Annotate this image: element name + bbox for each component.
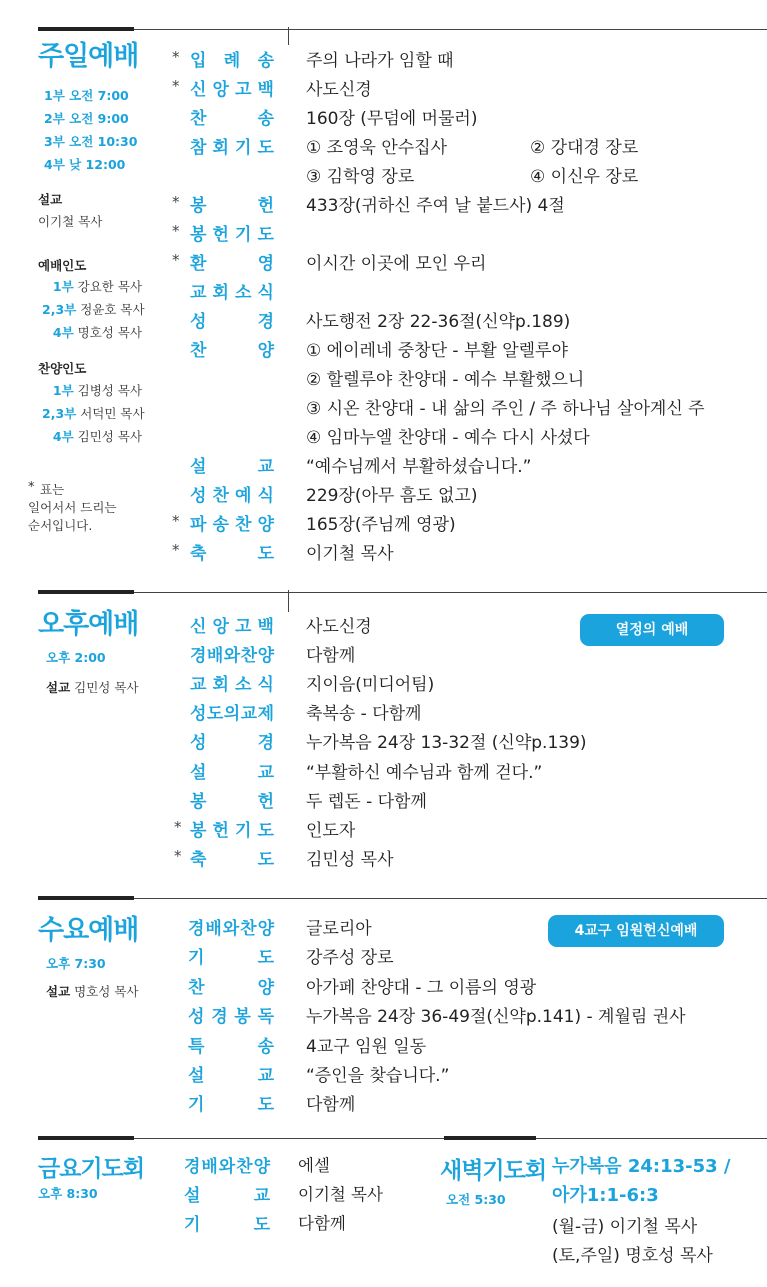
order-label-char: 봉 — [190, 820, 207, 841]
order-label-char: 교 — [257, 457, 274, 477]
order-content: ③ 시온 찬양대 - 내 삶의 주인 / 주 하나님 살아계신 주 — [306, 399, 705, 419]
order-label-char: 식 — [257, 486, 274, 506]
section-bar — [444, 1136, 536, 1140]
order-label-char: 성 — [190, 733, 207, 754]
side-part: 1부 — [52, 383, 74, 398]
order-label-char: 경 — [257, 312, 274, 332]
order-label-char: 교 — [257, 762, 274, 783]
wednesday-sermon — [46, 982, 139, 1000]
side-person — [42, 427, 142, 445]
section-bar — [38, 896, 134, 900]
order-label-char: 참 — [190, 138, 207, 158]
order-label-char: 앙 — [212, 80, 229, 100]
order-label-char: 도 — [257, 544, 274, 564]
order-content: 160장 (무덤에 머물러) — [306, 109, 478, 129]
wednesday-badge: 4교구 임원헌신예배 — [548, 915, 724, 947]
order-label — [188, 1032, 274, 1057]
order-label-char: 축 — [190, 849, 207, 870]
order-label-char: 양 — [257, 919, 274, 939]
side-part: 2,3부 — [42, 302, 77, 317]
order-label-char: 회 — [212, 138, 229, 158]
order-label — [188, 914, 274, 939]
order-label-char: 교 — [190, 283, 207, 303]
afternoon-sermon-name: 김민성 목사 — [74, 680, 139, 695]
order-label-char: 경 — [211, 1007, 228, 1028]
afternoon-badge: 열정의 예배 — [580, 614, 724, 646]
order-label-char: 축 — [190, 544, 207, 564]
stand-star: * — [174, 846, 182, 865]
service-time: 1부 오전 7:00 — [44, 88, 129, 103]
stand-star: * — [172, 512, 180, 530]
order-label-char: 신 — [190, 80, 207, 100]
stand-star: * — [174, 817, 182, 836]
order-label-char: 성 — [190, 704, 207, 725]
order-label-char: 설 — [184, 1186, 201, 1206]
order-label-char: 찬 — [190, 109, 207, 129]
order-label — [190, 75, 274, 100]
order-content: 다함께 — [298, 1214, 346, 1233]
order-label-char: 기 — [235, 138, 252, 158]
order-label-char: 백 — [257, 80, 274, 100]
section-rule — [134, 898, 767, 899]
order-label-char: 예 — [235, 486, 252, 506]
order-label-char: 도 — [257, 948, 274, 969]
order-label-char: 도 — [257, 820, 274, 841]
order-label-char: 양 — [257, 646, 274, 667]
order-content: ③ 김학영 장로 — [306, 167, 415, 187]
dawn-time: 오전 5:30 — [446, 1192, 506, 1207]
side-person — [42, 323, 142, 341]
section-bar — [38, 1136, 134, 1140]
order-label — [188, 1090, 274, 1115]
side-name: 강요한 목사 — [73, 279, 142, 294]
order-content: ② 할렐루야 찬양대 - 예수 부활했으니 — [306, 370, 585, 390]
order-content: 이기철 목사 — [298, 1185, 383, 1204]
order-label-char: 배 — [206, 646, 224, 667]
order-label-char: 설 — [190, 457, 207, 477]
order-content: 433장(귀하신 주여 날 붙드사) 4절 — [306, 196, 565, 216]
section-tick — [288, 27, 289, 45]
order-label — [190, 104, 274, 129]
order-label-char: 찬 — [240, 919, 257, 939]
order-label — [190, 641, 274, 666]
order-label — [190, 452, 274, 477]
note-star: * — [28, 480, 35, 495]
section-tick — [288, 590, 289, 612]
dawn-leader: (월-금) 이기철 목사 — [552, 1217, 698, 1237]
order-label-char: 경 — [257, 733, 274, 754]
afternoon-sermon-label: 설교 — [46, 680, 71, 695]
stand-star: * — [172, 48, 180, 66]
order-label-char: 송 — [257, 51, 274, 71]
order-label-char: 양 — [253, 1157, 270, 1177]
order-content: 사도신경 — [306, 80, 372, 100]
side-name: 김민성 목사 — [73, 429, 142, 444]
service-time: 3부 오전 10:30 — [44, 134, 138, 149]
order-label-char: 례 — [223, 51, 241, 71]
order-label-char: 소 — [235, 675, 252, 696]
stand-star: * — [172, 77, 180, 95]
order-label-char: 환 — [190, 254, 207, 274]
order-label — [190, 307, 274, 332]
order-label-char: 송 — [257, 1036, 274, 1057]
order-content: ④ 임마누엘 찬양대 - 예수 다시 사셨다 — [306, 428, 590, 448]
order-label — [190, 816, 274, 841]
order-content: ① 조영욱 안수집사 — [306, 138, 448, 158]
side-name: 정윤호 목사 — [76, 302, 145, 317]
order-content: 4교구 임원 일동 — [306, 1036, 427, 1057]
service-time: 2부 오전 9:00 — [44, 111, 129, 126]
order-label-char: 찬 — [212, 486, 229, 506]
stand-star: * — [172, 193, 180, 211]
order-content: 다함께 — [306, 1095, 356, 1116]
order-label-char: 봉 — [190, 196, 207, 216]
side-part: 2,3부 — [42, 406, 77, 421]
order-label — [190, 46, 274, 71]
order-content: 강주성 장로 — [306, 948, 394, 969]
sunday-praise-label: 찬양인도 — [38, 361, 87, 376]
order-label-char: 성 — [190, 312, 207, 332]
section-bar — [38, 590, 134, 594]
side-part: 4부 — [52, 429, 74, 444]
order-label-char: 기 — [188, 948, 205, 969]
sunday-sermon-label: 설교 — [38, 192, 63, 207]
order-label-char: 송 — [257, 109, 274, 129]
order-label-char: 와 — [223, 646, 241, 667]
sunday-sermon-name: 이기철 목사 — [38, 214, 103, 229]
order-label-char: 교 — [240, 704, 258, 725]
wednesday-sermon-name: 명호성 목사 — [74, 984, 139, 999]
order-label — [190, 336, 274, 361]
order-label-char: 찬 — [240, 646, 258, 667]
order-content: 누가복음 24장 13-32절 (신약p.139) — [306, 733, 587, 754]
order-label-char: 양 — [257, 515, 274, 535]
order-label-char: 봉 — [234, 1007, 251, 1028]
order-label-char: 배 — [201, 1157, 218, 1177]
order-label-char: 와 — [218, 1157, 236, 1177]
order-label-char: 배 — [205, 919, 222, 939]
order-label-char: 도 — [257, 225, 274, 245]
order-label-char: 설 — [188, 1066, 205, 1086]
order-label-char: 도 — [253, 1215, 270, 1235]
order-content: 두 렙돈 - 다함께 — [306, 791, 427, 812]
order-label-char: 도 — [257, 1095, 274, 1116]
order-label — [190, 758, 274, 783]
order-label-char: 고 — [235, 617, 252, 637]
section-rule — [134, 29, 767, 30]
order-label-char: 기 — [235, 820, 252, 841]
wednesday-title: 수요예배 — [38, 915, 139, 946]
order-label-char: 고 — [235, 80, 252, 100]
order-label — [190, 787, 274, 812]
order-label-char: 찬 — [188, 977, 205, 998]
section-bar — [38, 27, 134, 31]
order-label — [190, 220, 274, 245]
order-content: 에셀 — [298, 1156, 330, 1175]
order-label-char: 설 — [190, 762, 207, 783]
order-label-char: 양 — [257, 341, 274, 361]
order-label-char: 봉 — [190, 225, 207, 245]
order-label — [184, 1210, 270, 1235]
order-label-char: 찬 — [236, 1157, 253, 1177]
order-content: ④ 이신우 장로 — [530, 167, 639, 187]
order-label — [190, 728, 274, 753]
friday-title: 금요기도회 — [38, 1156, 145, 1182]
sunday-title: 주일예배 — [38, 41, 139, 72]
dawn-scripture: 아가1:1-6:3 — [552, 1185, 659, 1206]
order-label-char: 식 — [257, 283, 274, 303]
order-label — [188, 1002, 274, 1027]
side-part: 1부 — [52, 279, 74, 294]
side-person — [42, 404, 145, 422]
order-label — [190, 278, 274, 303]
order-content: 누가복음 24장 36-49절(신약p.141) - 계월림 권사 — [306, 1007, 686, 1028]
order-content: 사도행전 2장 22-36절(신약p.189) — [306, 312, 571, 332]
section-rule — [536, 1138, 767, 1139]
section-rule — [134, 1138, 444, 1139]
order-label — [184, 1152, 270, 1177]
order-content: 주의 나라가 임할 때 — [306, 51, 454, 71]
order-label-char: 송 — [212, 515, 229, 535]
order-label-char: 특 — [188, 1036, 205, 1057]
order-content: 인도자 — [306, 820, 356, 841]
side-person — [42, 381, 142, 399]
order-label-char: 식 — [257, 675, 274, 696]
stand-star: * — [172, 541, 180, 559]
order-label — [190, 539, 274, 564]
wednesday-time: 오후 7:30 — [46, 956, 106, 971]
order-content: ② 강대경 장로 — [530, 138, 639, 158]
order-label-char: 의 — [223, 704, 241, 725]
afternoon-time: 오후 2:00 — [46, 650, 106, 665]
wednesday-sermon-label: 설교 — [46, 984, 71, 999]
order-label-char: 성 — [188, 1007, 205, 1028]
dawn-scripture: 누가복음 24:13-53 / — [552, 1156, 731, 1177]
order-label-char: 경 — [190, 646, 207, 667]
side-person — [42, 277, 142, 295]
side-name: 명호성 목사 — [73, 325, 142, 340]
order-content: 이시간 이곳에 모인 우리 — [306, 254, 487, 274]
order-content: 165장(주님께 영광) — [306, 515, 456, 535]
order-label-char: 소 — [235, 283, 252, 303]
stand-star: * — [172, 222, 180, 240]
order-label-char: 영 — [257, 254, 274, 274]
order-content: “예수님께서 부활하셨습니다.” — [306, 457, 532, 477]
sunday-leader-label: 예배인도 — [38, 258, 87, 273]
order-label-char: 도 — [206, 704, 224, 725]
order-label-char: 독 — [257, 1007, 274, 1028]
stand-star: * — [172, 251, 180, 269]
order-content: ① 에이레네 중창단 - 부활 알렐루야 — [306, 341, 568, 361]
order-content: 이기철 목사 — [306, 544, 394, 564]
order-label-char: 신 — [190, 617, 207, 637]
order-label-char: 헌 — [257, 791, 274, 812]
order-content: 지이음(미디어팀) — [306, 675, 435, 696]
afternoon-title: 오후예배 — [38, 609, 139, 640]
order-label-char: 기 — [184, 1215, 201, 1235]
note-line: 표는 — [40, 482, 65, 497]
order-label-char: 제 — [257, 704, 274, 725]
order-label-char: 도 — [257, 849, 274, 870]
order-label — [190, 481, 274, 506]
order-label-char: 백 — [257, 617, 274, 637]
order-content: 김민성 목사 — [306, 849, 394, 870]
order-label — [188, 943, 274, 968]
order-label-char: 파 — [190, 515, 207, 535]
order-label-char: 와 — [222, 919, 240, 939]
order-label-char: 교 — [190, 675, 207, 696]
order-label-char: 봉 — [190, 791, 207, 812]
dawn-leader: (토,주일) 명호성 목사 — [552, 1246, 713, 1266]
order-label-char: 도 — [257, 138, 274, 158]
order-label — [190, 670, 274, 695]
afternoon-sermon — [46, 678, 139, 696]
order-label-char: 교 — [257, 1066, 274, 1086]
order-label-char: 헌 — [212, 820, 229, 841]
order-label-char: 찬 — [235, 515, 252, 535]
order-label-char: 성 — [190, 486, 207, 506]
order-label — [184, 1181, 270, 1206]
note-line: 일어서서 드리는 — [28, 500, 117, 515]
side-person — [42, 300, 145, 318]
order-label-char: 양 — [257, 977, 274, 998]
order-content: “부활하신 예수님과 함께 걷다.” — [306, 762, 543, 783]
order-label-char: 교 — [253, 1186, 270, 1206]
note-line: 순서입니다. — [28, 518, 93, 533]
order-content: “증인을 찾습니다.” — [306, 1066, 450, 1086]
order-label — [188, 1061, 274, 1086]
order-label-char: 경 — [184, 1157, 201, 1177]
order-label — [190, 510, 274, 535]
side-name: 서덕민 목사 — [76, 406, 145, 421]
order-label — [190, 249, 274, 274]
order-label-char: 헌 — [257, 196, 274, 216]
order-content: 글로리아 — [306, 919, 372, 939]
order-label — [190, 191, 274, 216]
order-label-char: 기 — [188, 1095, 205, 1116]
section-rule — [134, 592, 767, 593]
order-label-char: 앙 — [212, 617, 229, 637]
order-label-char: 기 — [235, 225, 252, 245]
order-label — [188, 973, 274, 998]
order-label — [190, 699, 274, 724]
order-label — [190, 845, 274, 870]
order-content: 축복송 - 다함께 — [306, 704, 422, 725]
order-label — [190, 133, 274, 158]
order-content: 아가페 찬양대 - 그 이름의 영광 — [306, 977, 537, 998]
side-name: 김병성 목사 — [73, 383, 142, 398]
side-part: 4부 — [52, 325, 74, 340]
order-label — [190, 612, 274, 637]
order-content: 사도신경 — [306, 617, 372, 637]
order-label-char: 입 — [190, 51, 207, 71]
order-content: 229장(아무 흠도 없고) — [306, 486, 478, 506]
service-time: 4부 낮 12:00 — [44, 157, 126, 172]
order-label-char: 경 — [188, 919, 205, 939]
order-label-char: 헌 — [212, 225, 229, 245]
order-label-char: 찬 — [190, 341, 207, 361]
dawn-title: 새벽기도회 — [440, 1158, 547, 1184]
order-label-char: 회 — [212, 283, 229, 303]
order-label-char: 회 — [212, 675, 229, 696]
order-content: 다함께 — [306, 646, 356, 667]
friday-time: 오후 8:30 — [38, 1186, 98, 1201]
